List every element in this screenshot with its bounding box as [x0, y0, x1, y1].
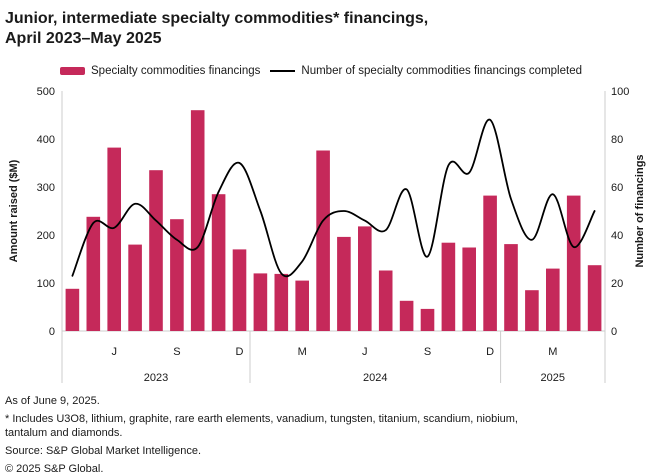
month-tick-label: D	[486, 346, 495, 358]
source-line: Source: S&P Global Market Intelligence.	[5, 445, 202, 457]
title-line-2: April 2023–May 2025	[5, 30, 162, 47]
left-axis-tick-label: 200	[36, 230, 55, 242]
footer	[0, 394, 660, 476]
bars-group	[66, 110, 602, 331]
bar	[149, 170, 163, 331]
bar	[588, 265, 602, 331]
right-axis-tick-label: 80	[611, 134, 624, 146]
bar	[483, 196, 497, 331]
bar	[191, 110, 205, 331]
left-axis-tick-label: 100	[36, 278, 55, 290]
bar	[66, 289, 80, 331]
bar	[525, 290, 539, 331]
bar-swatch	[60, 67, 85, 75]
bar	[254, 273, 268, 331]
right-axis-title: Number of financings	[634, 154, 646, 268]
month-tick-label: J	[362, 346, 368, 358]
legend-item-bars	[60, 65, 260, 77]
bar	[212, 194, 226, 331]
bar	[233, 249, 247, 331]
bar	[442, 243, 456, 331]
legend-item-line	[270, 65, 582, 77]
month-tick-label: J	[111, 346, 117, 358]
right-axis-tick-label: 20	[611, 278, 624, 290]
month-tick-label: S	[423, 346, 432, 358]
month-tick-label: D	[235, 346, 244, 358]
right-axis-tick-label: 100	[611, 86, 630, 98]
left-axis-title: Amount raised ($M)	[8, 159, 20, 263]
title-line-1: Junior, intermediate specialty commodities* financings,	[5, 10, 429, 27]
bar	[295, 281, 309, 331]
bar	[504, 244, 518, 331]
bar	[462, 248, 476, 332]
bar	[337, 237, 351, 331]
left-axis-tick-label: 0	[48, 326, 55, 338]
bar	[107, 148, 121, 331]
right-axis-tick-label: 0	[611, 326, 618, 338]
bar	[358, 226, 372, 331]
left-axis-tick-label: 500	[36, 86, 55, 98]
legend	[60, 63, 660, 78]
bar	[87, 217, 101, 331]
chart-svg	[0, 84, 660, 386]
bar	[421, 309, 435, 331]
legend-label-line: Number of specialty commodities financings completed	[301, 64, 582, 77]
as-of-date: As of June 9, 2025.	[5, 395, 100, 407]
right-axis-tick-label: 40	[611, 230, 624, 242]
month-tick-label: M	[297, 346, 307, 358]
chart-canvas	[0, 84, 660, 386]
bar	[379, 271, 393, 332]
year-label: 2025	[540, 372, 566, 384]
legend-label-bars: Specialty commodities financings	[91, 64, 261, 77]
page-title	[0, 0, 660, 49]
right-axis-tick-label: 60	[611, 182, 624, 194]
bar	[316, 151, 330, 332]
bar	[128, 245, 142, 331]
bar	[567, 196, 581, 331]
footnote: * Includes U3O8, lithium, graphite, rare earth elements, vanadium, tungsten, titanium, scandium, niobium, tantalum and diamonds.	[5, 413, 518, 439]
year-label: 2024	[363, 372, 388, 384]
line-swatch	[270, 70, 295, 72]
month-tick-label: S	[173, 346, 181, 358]
left-axis-tick-label: 400	[36, 134, 55, 146]
left-axis-tick-label: 300	[36, 182, 55, 194]
bar	[546, 269, 560, 331]
bar	[275, 274, 289, 331]
copyright-line: © 2025 S&P Global.	[5, 463, 104, 475]
year-label: 2023	[143, 372, 169, 384]
bar	[400, 301, 414, 331]
month-tick-label: M	[548, 346, 558, 358]
